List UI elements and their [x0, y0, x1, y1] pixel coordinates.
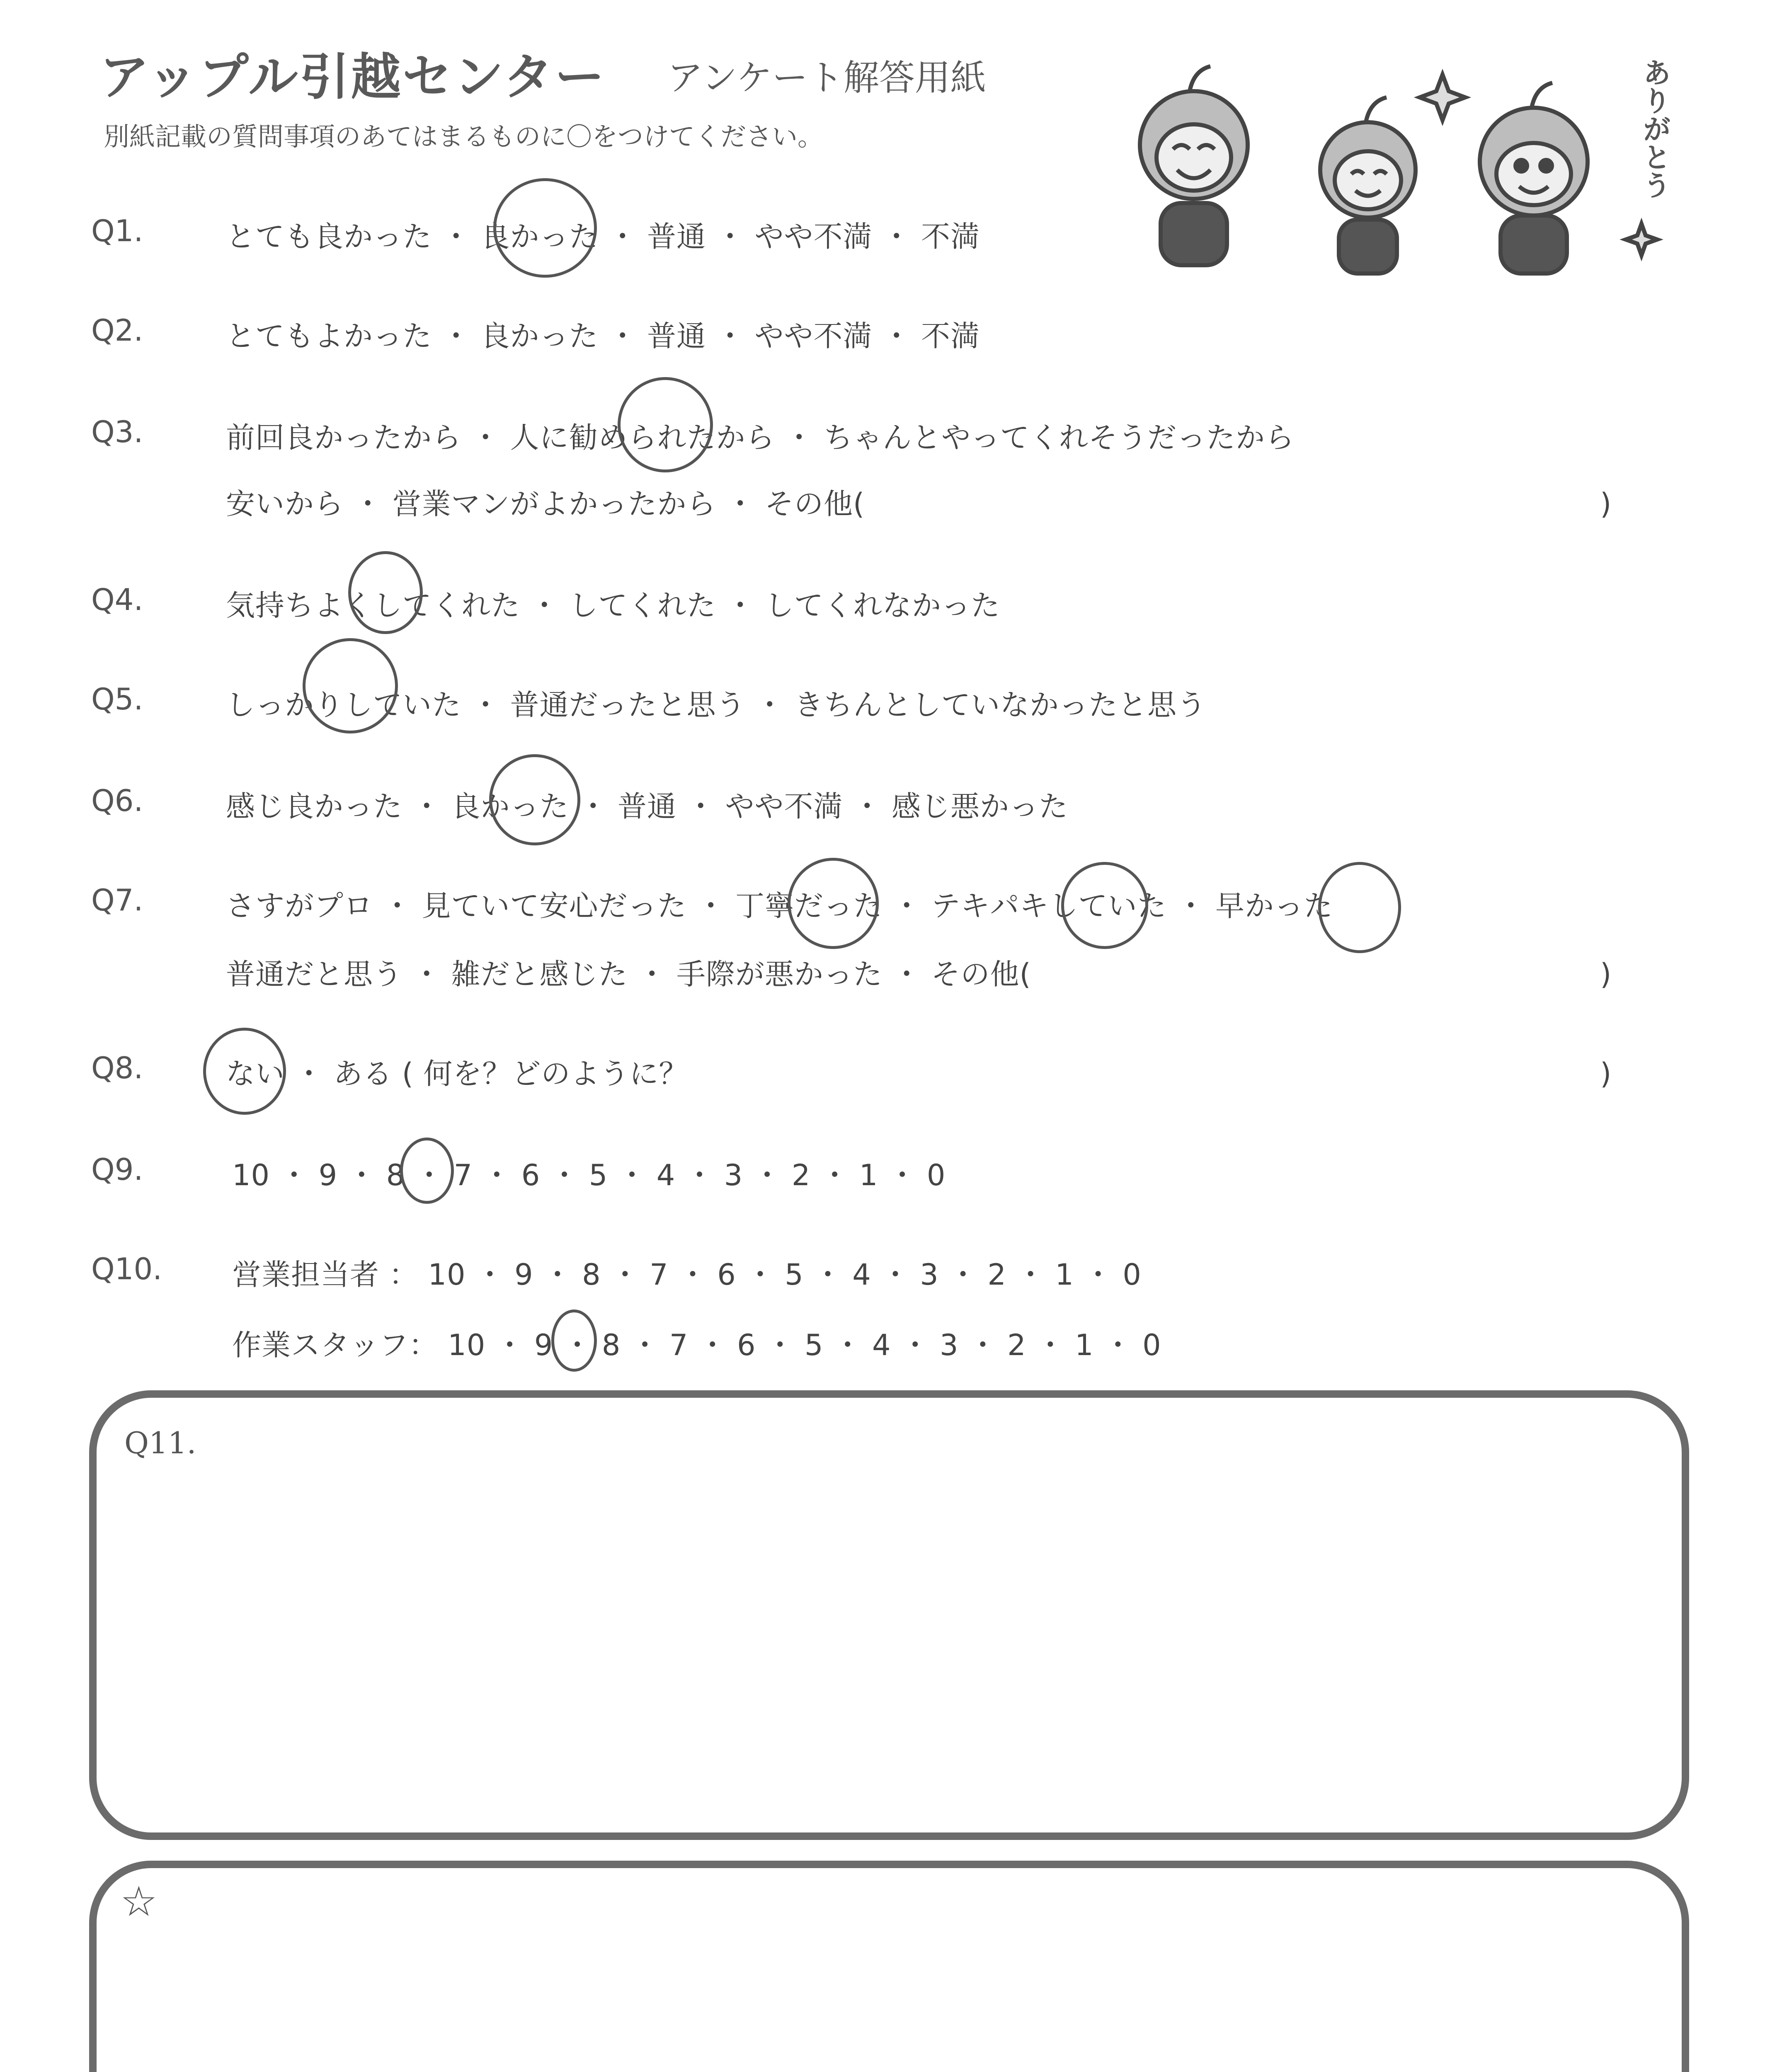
question-options-q2: とてもよかった ・ 良かった ・ 普通 ・ やや不満 ・ 不満	[226, 319, 980, 353]
answer-circle-mark	[551, 1310, 597, 1372]
question-label-q9: Q9.	[91, 1152, 143, 1187]
mascot-thanks-text: ありがとう	[1638, 58, 1671, 199]
question-options-q3-line1: 前回良かったから ・ 人に勧められたから ・ ちゃんとやってくれそうだったから	[226, 421, 1295, 455]
brand-title: アップル引越センター	[99, 48, 606, 106]
answer-circle-mark	[788, 858, 879, 949]
question-label-q5: Q5.	[91, 682, 143, 716]
question-label-q3: Q3.	[91, 414, 143, 449]
star-comment-box[interactable]	[89, 1861, 1689, 2072]
question-label-q4: Q4.	[91, 582, 143, 617]
instruction-text: 別紙記載の質問事項のあてはまるものに〇をつけてください。	[104, 121, 824, 152]
question-options-q10-staff: 作業スタッフ： 10 ・ 9 ・ 8 ・ 7 ・ 6 ・ 5 ・ 4 ・ 3 ・ 2 ・ 1 ・ 0	[232, 1328, 1161, 1362]
closing-paren: )	[1600, 1057, 1612, 1091]
question-label-q7: Q7.	[91, 883, 143, 917]
q11-comment-box[interactable]	[89, 1390, 1689, 1840]
answer-circle-mark	[400, 1138, 454, 1204]
form-subtitle: アンケート解答用紙	[667, 57, 986, 99]
answer-circle-mark	[1318, 862, 1401, 953]
answer-circle-mark	[203, 1028, 286, 1115]
answer-circle-mark	[303, 638, 398, 733]
question-options-q1: とても良かった ・ 良かった ・ 普通 ・ やや不満 ・ 不満	[226, 220, 980, 254]
question-options-q6: 感じ良かった ・ 良かった ・ 普通 ・ やや不満 ・ 感じ悪かった	[226, 789, 1069, 823]
question-options-q7-line1: さすがプロ ・ 見ていて安心だった ・ 丁寧だった ・ テキパキしていた ・ 早かった	[226, 889, 1333, 923]
question-options-q9: 10 ・ 9 ・ 8 ・ 7 ・ 6 ・ 5 ・ 4 ・ 3 ・ 2 ・ 1 ・ 0	[232, 1158, 946, 1192]
question-label-q1: Q1.	[91, 213, 143, 248]
answer-circle-mark	[348, 551, 423, 634]
answer-circle-mark	[618, 377, 713, 472]
question-label-q10: Q10.	[91, 1251, 162, 1286]
answer-circle-mark	[1061, 862, 1148, 949]
question-label-q2: Q2.	[91, 313, 143, 348]
question-options-q7-line2: 普通だと思う ・ 雑だと感じた ・ 手際が悪かった ・ その他(	[226, 957, 1031, 991]
question-options-q8: ない ・ ある ( 何を？どのように？	[226, 1057, 689, 1091]
answer-circle-mark	[489, 754, 580, 845]
closing-paren: )	[1600, 487, 1612, 521]
question-label-q6: Q6.	[91, 783, 143, 818]
question-options-q10-sales: 営業担当者 ： 10 ・ 9 ・ 8 ・ 7 ・ 6 ・ 5 ・ 4 ・ 3 ・ 2 ・ 1 ・ 0	[232, 1258, 1142, 1292]
closing-paren: )	[1600, 957, 1612, 991]
question-label-q8: Q8.	[91, 1051, 143, 1085]
q11-label: Q11.	[124, 1426, 196, 1460]
question-options-q3-line2: 安いから ・ 営業マンがよかったから ・ その他(	[226, 487, 865, 521]
question-options-q5: しっかりしていた ・ 普通だったと思う ・ きちんとしていなかったと思う	[226, 688, 1207, 722]
star-icon: ☆	[120, 1877, 158, 1926]
question-options-q4: 気持ちよくしてくれた ・ してくれた ・ してくれなかった	[226, 588, 1001, 622]
monkey-mascots-illustration	[1111, 50, 1691, 282]
answer-circle-mark	[493, 178, 597, 278]
